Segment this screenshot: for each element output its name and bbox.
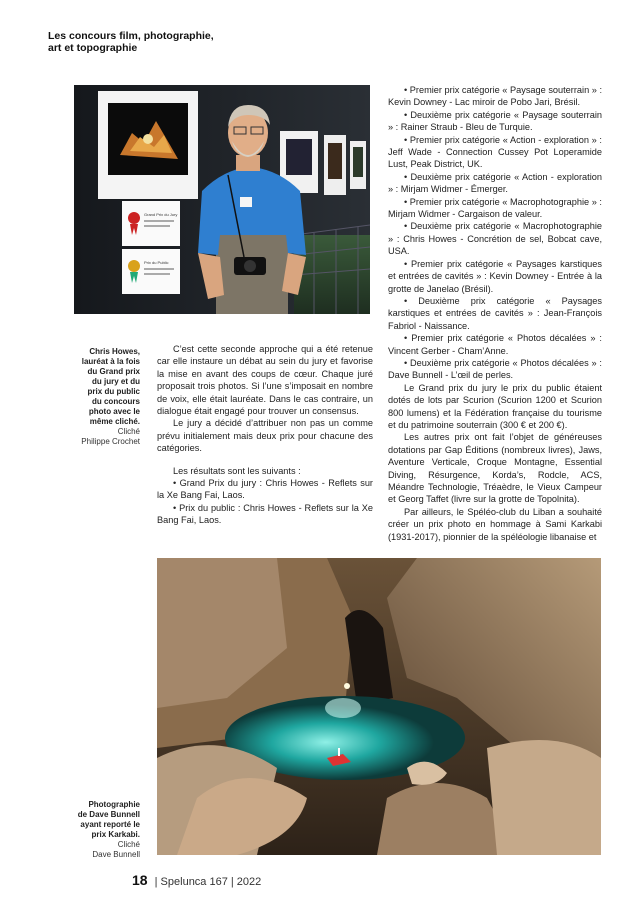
result-item: • Deuxième prix catégorie « Paysage souterrain » : Rainer Straub - Bleu de Turquie.: [388, 109, 602, 133]
paragraph: Le jury a décidé d’attribuer non pas un comme prévu initialement mais deux prix pour chacune des catégories.: [157, 418, 373, 454]
photo-chris-howes-illustration: [74, 85, 370, 314]
caption-photo-cave-lake: [62, 800, 140, 860]
caption-credit-label: Cliché: [117, 840, 140, 849]
caption-line: photo avec le: [88, 407, 140, 416]
result-item: • Premier prix catégorie « Paysages karstiques et entrées de cavités » : Kevin Downey - Entrée à la grotte de Janelao (Brésil).: [388, 258, 602, 294]
result-item: • Premier prix catégorie « Photos décalées » : Vincent Gerber - Cham’Anne.: [388, 333, 602, 356]
caption-credit-label: Cliché: [117, 427, 140, 436]
result-item: • Deuxième prix catégorie « Photos décalées » : Dave Bunnell - L’œil de perles.: [388, 357, 602, 381]
page-footer: [132, 872, 261, 888]
result-item: • Deuxième prix catégorie « Action - exploration » : Mirjam Widmer - Émerger.: [388, 171, 602, 195]
caption-line: lauréat à la fois: [81, 357, 140, 366]
paragraph: Les autres prix ont fait l’objet de généreuses dotations par Gap Éditions (nombreux livres), Jaws, Aventure Verticale, Croque Montagne, Essential Diving, Résurgence, Korda’s, Rodcle, ACS, Méandre Technologie, Tréaèdre, le Vieux Campeur et Georg Taffet (livre sur la grotte de Topolnita).: [388, 432, 602, 505]
result-item: • Premier prix catégorie « Paysage souterrain » : Kevin Downey - Lac miroir de Pobo Jari, Brésil.: [388, 85, 602, 108]
caption-line: même cliché.: [89, 417, 140, 426]
result-item: • Prix du public : Chris Howes - Reflets sur la Xe Bang Fai, Laos.: [157, 502, 373, 526]
caption-line: Photographie: [88, 800, 140, 809]
caption-line: Chris Howes,: [89, 347, 140, 356]
caption-credit-name: Philippe Crochet: [81, 437, 140, 446]
paragraph: Le Grand prix du jury le prix du public étaient dotés de lots par Scurion (Scurion 1200 et Scurion 800 lumens) et la Fédération française du tourisme et du patrimoine souterrain (300 € et 200 €).: [388, 382, 602, 430]
caption-photo-chris-howes: [62, 347, 140, 447]
paragraph: Par ailleurs, le Spéléo-club du Liban a souhaité créer un prix photo en hommage à Sami Karkabi (1931-2017), pionnier de la spéléologie libanaise et: [388, 506, 602, 542]
award-label-public: Prix du Public: [144, 260, 169, 265]
right-article-column: [388, 84, 602, 543]
caption-line: prix du public: [87, 387, 140, 396]
caption-line: du concours: [91, 397, 140, 406]
section-header-line1: Les concours film, photographie,: [48, 30, 214, 42]
result-item: • Deuxième prix catégorie « Macrophotographie » : Chris Howes - Concrétion de sel, Bobcat cave, USA.: [388, 221, 602, 257]
photo-cave-lake-illustration: [157, 558, 601, 855]
photo-chris-howes: [74, 85, 370, 314]
caption-credit-name: Dave Bunnell: [92, 850, 140, 859]
caption-line: ayant reporté le: [80, 820, 140, 829]
paragraph: Les résultats sont les suivants :: [173, 465, 301, 476]
result-item: • Premier prix catégorie « Action - exploration » : Jeff Wade - Connection Cussey Pot Loperamide Lust, Peak District, UK.: [388, 134, 602, 170]
publication-info: | Spelunca 167 | 2022: [154, 876, 262, 888]
award-label-jury: Grand Prix du Jury: [144, 212, 178, 217]
left-article-column: [157, 343, 373, 527]
paragraph: C’est cette seconde approche qui a été retenue car elle instaure un débat au sein du jury et favorise la mise en avant des coups de cœur. Chaque juré proposait trois photos. Si l’une s’imposait en nombre de voix, elle était lauréate. Dans le cas contraire, un dialogue était engagé pour trouver un consensus.: [157, 344, 373, 417]
page-number: 18: [132, 872, 148, 888]
section-header-line2: art et topographie: [48, 42, 138, 54]
section-header: [48, 30, 268, 54]
result-item: • Deuxième prix catégorie « Paysages karstiques et entrées de cavités » : Jean-François Fabriol - Naissance.: [388, 295, 602, 331]
caption-line: prix Karkabi.: [91, 830, 140, 839]
result-item: • Grand Prix du jury : Chris Howes - Reflets sur la Xe Bang Fai, Laos.: [157, 478, 373, 501]
photo-cave-lake: [157, 558, 601, 855]
caption-line: de Dave Bunnell: [77, 810, 140, 819]
caption-line: du Grand prix: [87, 367, 140, 376]
result-item: • Premier prix catégorie « Macrophotographie » : Mirjam Widmer - Cargaison de valeur.: [388, 196, 602, 220]
caption-line: du jury et du: [92, 377, 140, 386]
